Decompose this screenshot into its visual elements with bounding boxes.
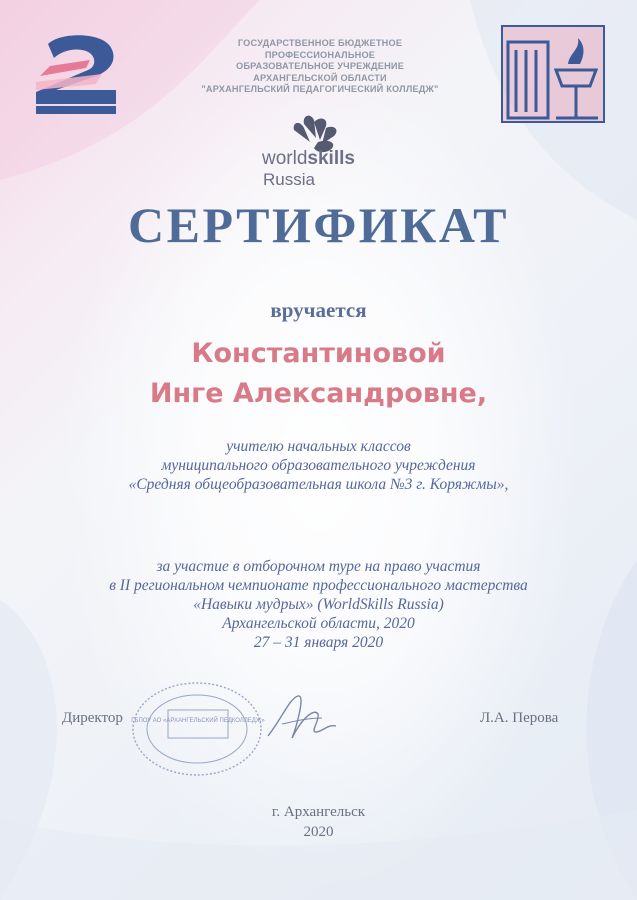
worldskills-world: world <box>262 148 308 169</box>
stamp-text: ГБПОУ АО «АРХАНГЕЛЬСКИЙ ПЕДКОЛЛЕДЖ» <box>131 718 265 724</box>
purpose-line: в II региональном чемпионате профессионального мастерства <box>109 577 528 594</box>
college-line: ОБРАЗОВАТЕЛЬНОЕ УЧРЕЖДЕНИЕ <box>235 61 405 72</box>
director-label: Директор <box>62 710 123 726</box>
recipient-position <box>0 437 637 494</box>
director-signature-icon <box>262 688 342 748</box>
college-line: ГОСУДАРСТВЕННОЕ БЮДЖЕТНОЕ <box>237 38 403 48</box>
position-line: муниципального образовательного учреждения <box>161 457 476 474</box>
worldskills-wordmark <box>262 150 355 169</box>
award-purpose <box>0 557 637 652</box>
college-name <box>200 38 440 96</box>
worldskills-russia: Russia <box>263 170 315 189</box>
worldskills-skills: skills <box>307 148 355 169</box>
college-line: ПРОФЕССИОНАЛЬНОЕ <box>264 49 376 60</box>
footer-place-date <box>0 802 637 842</box>
purpose-line: 27 – 31 января 2020 <box>253 634 384 651</box>
recipient-first-name: Инге Александровне, <box>149 378 488 409</box>
director-name: Л.А. Перова <box>480 710 559 726</box>
college-2-emblem-icon <box>30 30 120 122</box>
purpose-line: за участие в отборочном туре на право участия <box>156 558 481 575</box>
purpose-line: «Навыки мудрых» (WorldSkills Russia) <box>193 596 444 613</box>
purpose-line: Архангельской области, 2020 <box>222 615 415 632</box>
position-line: «Средняя общеобразовательная школа №3 г. Коряжмы», <box>128 476 509 493</box>
footer-city: г. Архангельск <box>271 804 366 820</box>
college-line: "АРХАНГЕЛЬСКИЙ ПЕДАГОГИЧЕСКИЙ КОЛЛЕДЖ" <box>201 84 439 95</box>
given-text: вручается <box>270 298 367 322</box>
recipient-surname: Константиновой <box>191 338 446 369</box>
college-line: АРХАНГЕЛЬСКОЙ ОБЛАСТИ <box>253 72 387 83</box>
official-stamp-icon <box>130 680 265 778</box>
position-line: учителю начальных классов <box>226 438 411 455</box>
footer-year: 2020 <box>303 824 334 840</box>
certificate-title: СЕРТИФИКАТ <box>127 197 509 253</box>
college-building-emblem-icon <box>500 24 606 124</box>
